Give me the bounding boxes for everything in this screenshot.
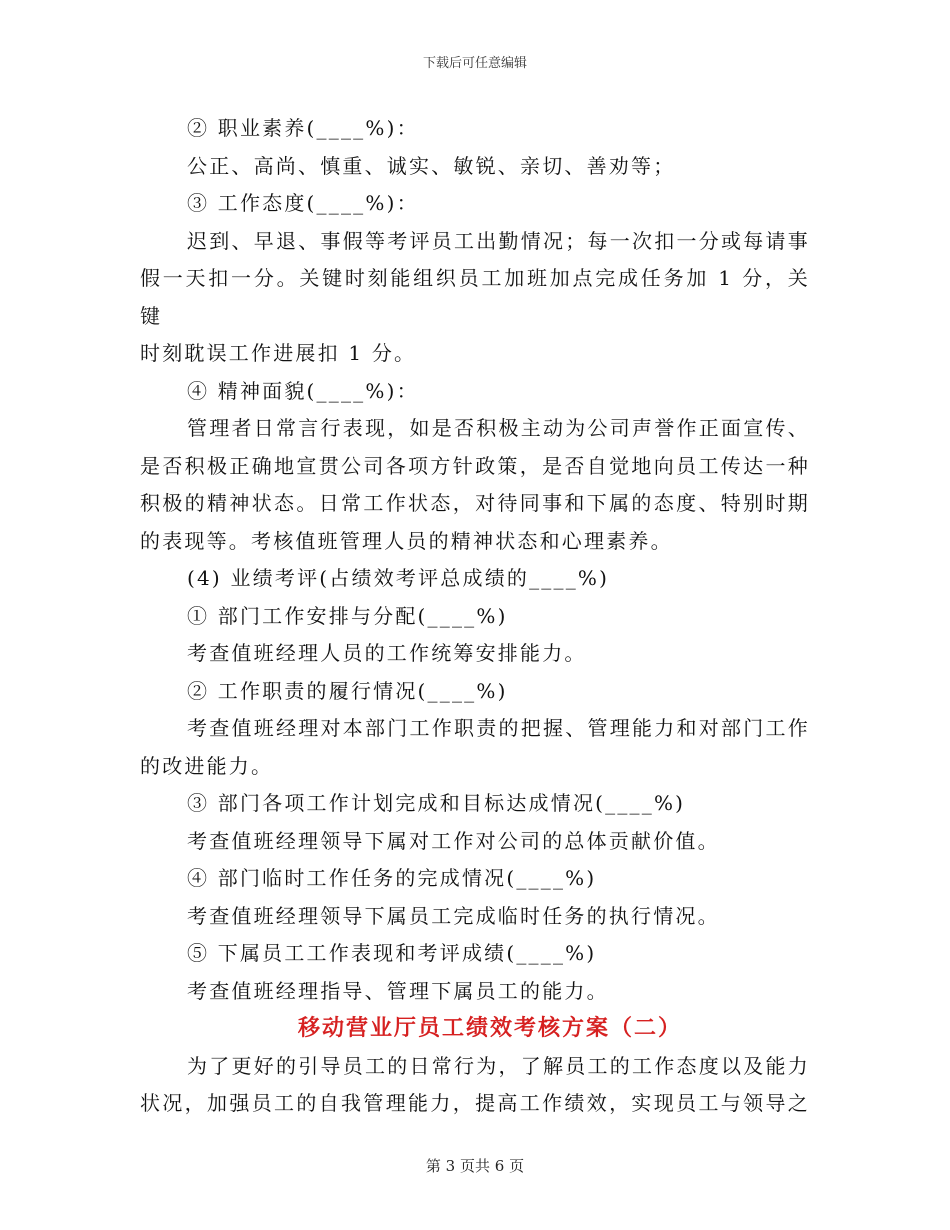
paragraph-line: 的表现等。考核值班管理人员的精神状态和心理素养。 <box>140 528 673 553</box>
paragraph-line: 假一天扣一分。关键时刻能组织员工加班加点完成任务加 1 分，关键 <box>140 266 810 328</box>
paragraph-line: 公正、高尚、慎重、诚实、敏锐、亲切、善劝等； <box>187 153 676 178</box>
paragraph-line: ③ 部门各项工作计划完成和目标达成情况(____%) <box>187 791 686 815</box>
section-heading: (4) 业绩考评(占绩效考评总成绩的____%) <box>187 566 610 590</box>
paragraph-line: 的改进能力。 <box>140 753 274 778</box>
paragraph-line: 考查值班经理领导下属对工作对公司的总体贡献价值。 <box>187 828 720 853</box>
section-title: 移动营业厅员工绩效考核方案（二） <box>297 1015 682 1041</box>
paragraph-line: 管理者日常言行表现，如是否积极主动为公司声誉作正面宣传、 <box>187 416 810 440</box>
paragraph-line: 为了更好的引导员工的日常行为，了解员工的工作态度以及能力 <box>187 1053 810 1078</box>
paragraph-line: 考查值班经理指导、管理下属员工的能力。 <box>187 978 609 1003</box>
paragraph-line: 考查值班经理人员的工作统筹安排能力。 <box>187 641 587 665</box>
paragraph-line: ④ 精神面貌(____%)： <box>187 378 419 403</box>
paragraph-line: 迟到、早退、事假等考评员工出勤情况；每一次扣一分或每请事 <box>187 228 810 253</box>
paragraph-line: ④ 部门临时工作任务的完成情况(____%) <box>187 866 597 890</box>
page-header: 下载后可任意编辑 <box>422 56 527 71</box>
paragraph-line: ② 职业素养(____%)： <box>187 116 419 140</box>
page-footer: 第 3 页共 6 页 <box>425 1157 525 1175</box>
paragraph-line: ② 工作职责的履行情况(____%) <box>187 678 508 703</box>
paragraph-line: 考查值班经理对本部门工作职责的把握、管理能力和对部门工作 <box>187 716 810 740</box>
paragraph-line: 时刻耽误工作进展扣 1 分。 <box>140 341 417 365</box>
paragraph-line: ③ 工作态度(____%)： <box>187 191 419 215</box>
document-body <box>140 110 810 1123</box>
paragraph-line: 是否积极正确地宣贯公司各项方针政策，是否自觉地向员工传达一种 <box>140 453 810 478</box>
paragraph-line: 积极的精神状态。日常工作状态，对待同事和下属的态度、特别时期 <box>140 491 810 515</box>
paragraph-line: 状况，加强员工的自我管理能力，提高工作绩效，实现员工与领导之 <box>140 1091 810 1115</box>
paragraph-line: ⑤ 下属员工工作表现和考评成绩(____%) <box>187 941 597 965</box>
paragraph-line: ① 部门工作安排与分配(____%) <box>187 603 508 628</box>
paragraph-line: 考查值班经理领导下属员工完成临时任务的执行情况。 <box>187 903 720 928</box>
